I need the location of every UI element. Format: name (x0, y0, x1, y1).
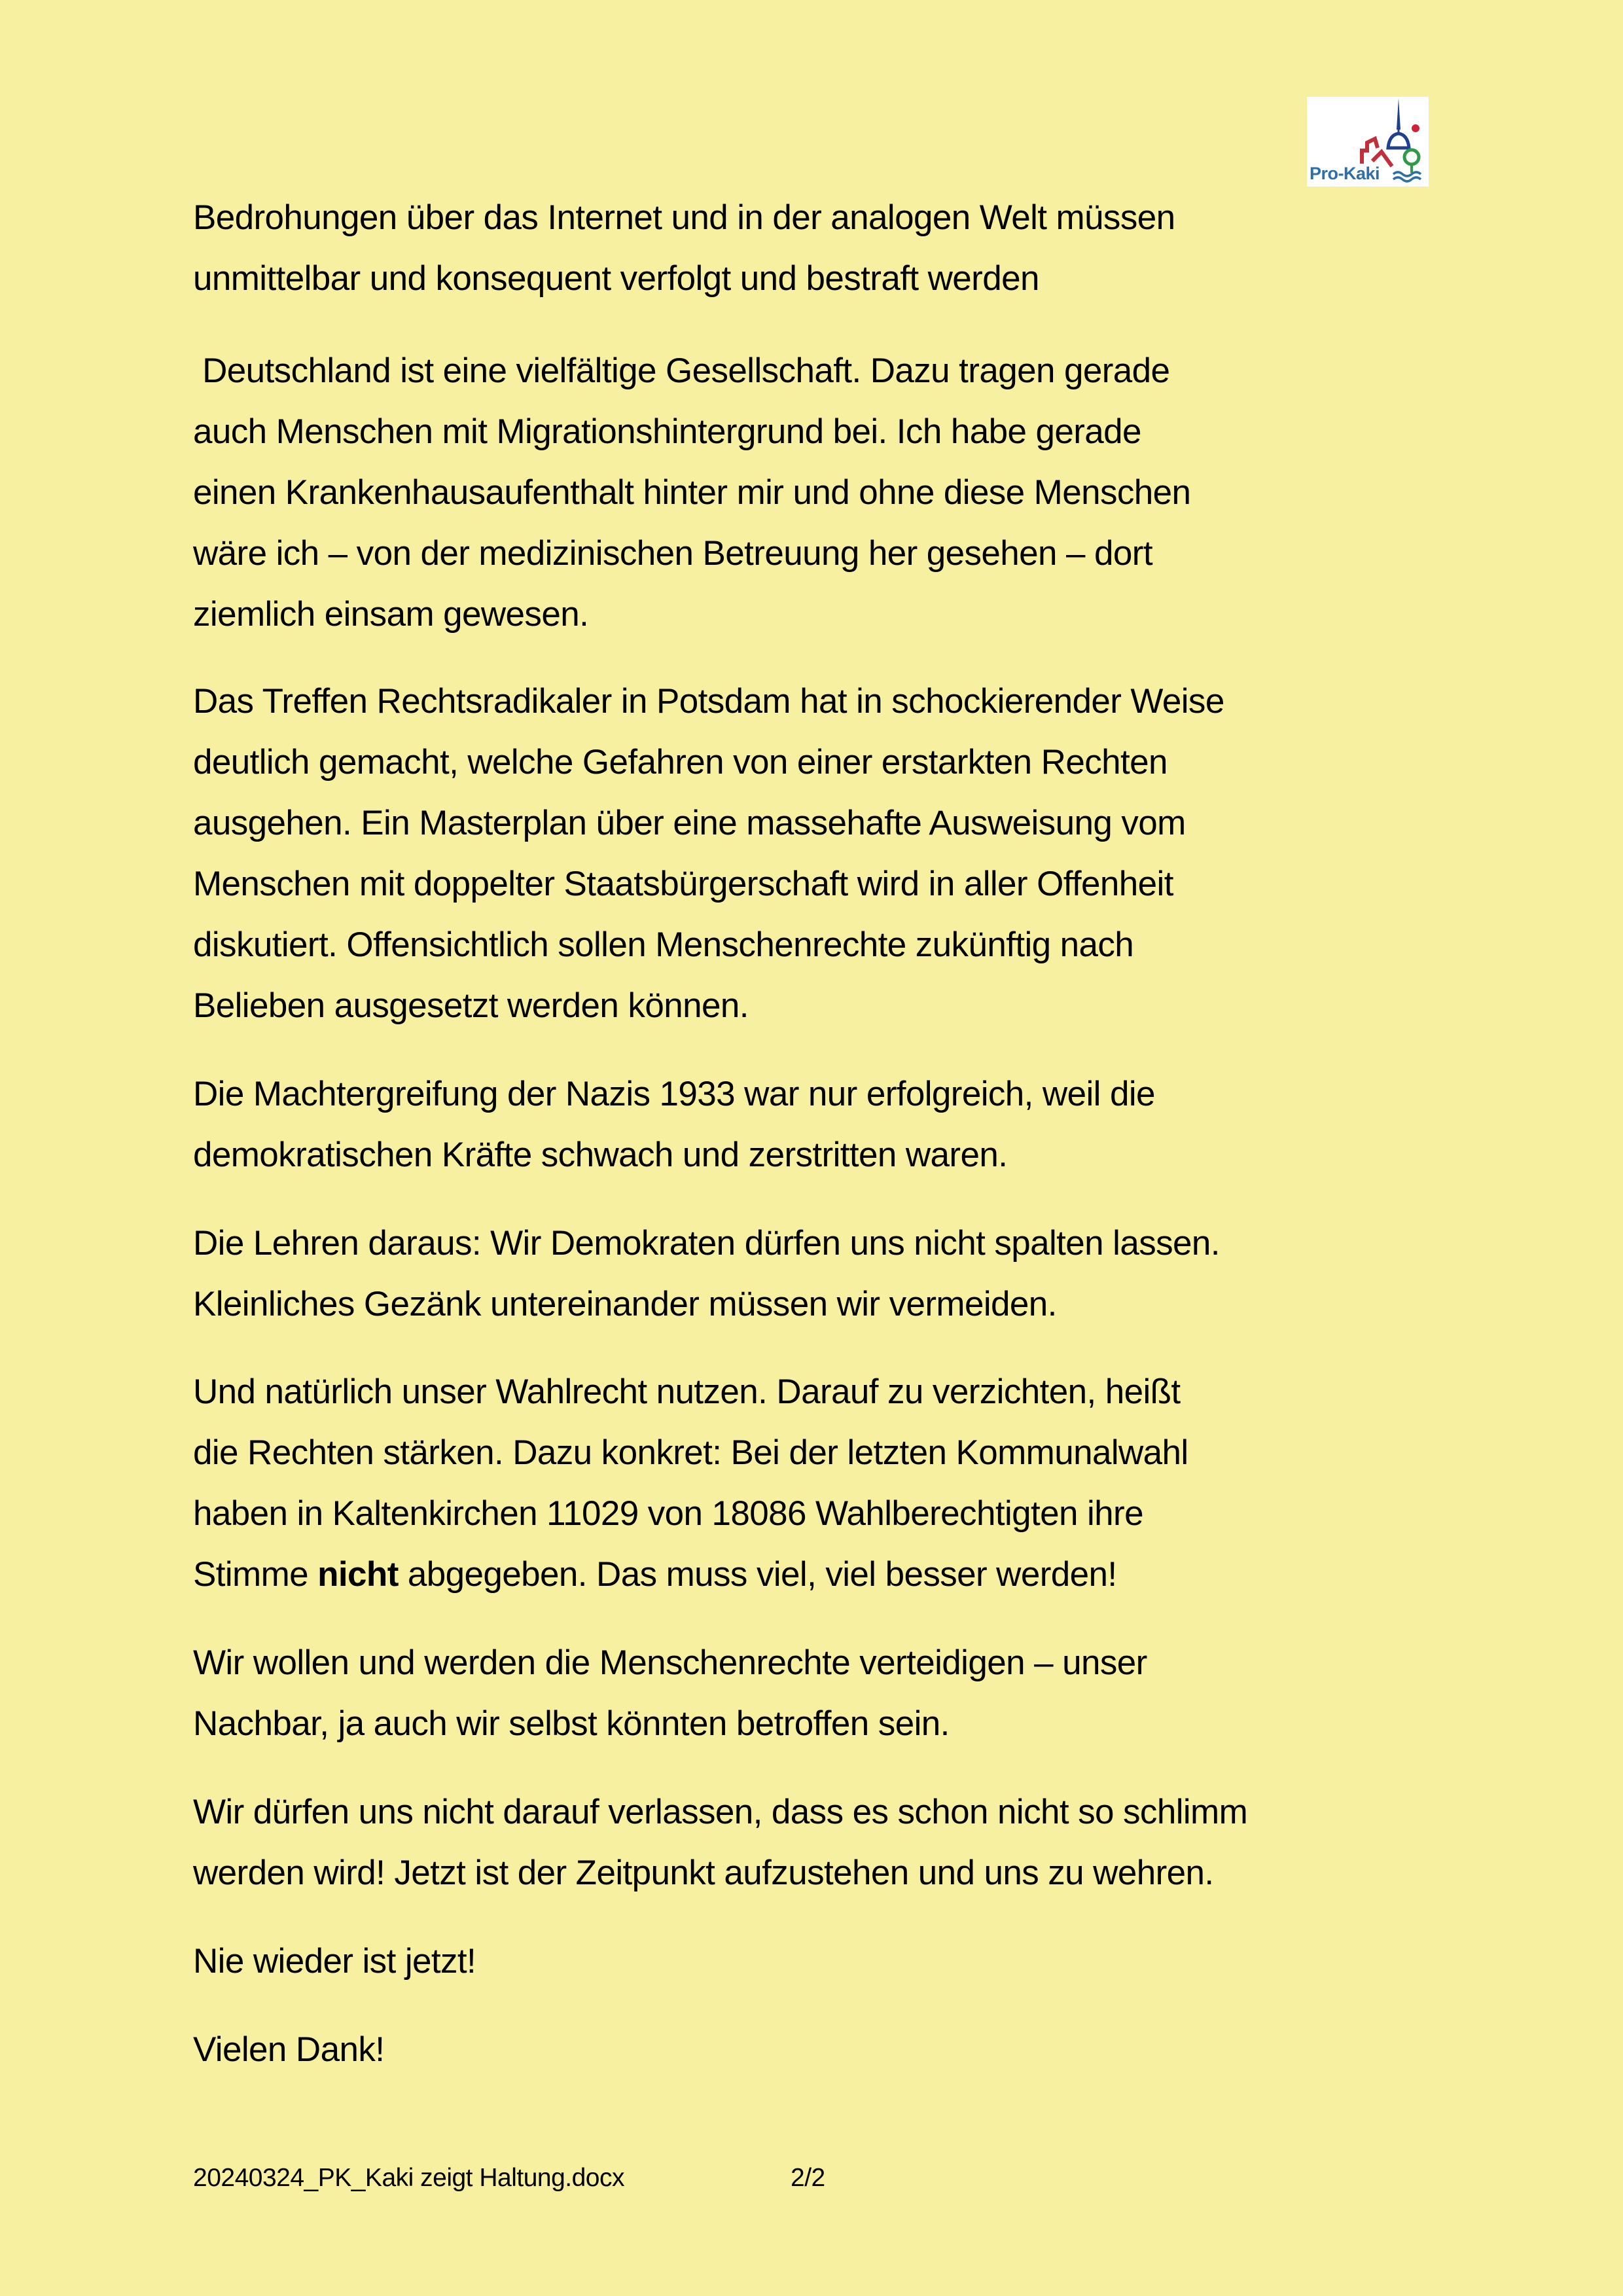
text-line: Deutschland ist eine vielfältige Gesellschaft. Dazu tragen gerade (193, 351, 1170, 390)
paragraph (193, 1064, 1436, 1185)
text-line: auch Menschen mit Migrationshintergrund bei. Ich habe gerade (193, 412, 1141, 451)
text-line: unmittelbar und konsequent verfolgt und bestraft werden (193, 259, 1039, 298)
paragraph (193, 187, 1436, 309)
text-line: ausgehen. Ein Masterplan über eine massehafte Ausweisung vom (193, 804, 1186, 842)
paragraph (193, 1931, 1436, 1992)
text-line: Die Machtergreifung der Nazis 1933 war nur erfolgreich, weil die (193, 1075, 1155, 1113)
text-run: abgegeben. Das muss viel, viel besser werden! (398, 1555, 1117, 1594)
text-line: Bedrohungen über das Internet und in der analogen Welt müssen (193, 198, 1175, 237)
text-line: Nie wieder ist jetzt! (193, 1942, 476, 1981)
footer-filename: 20240324_PK_Kaki zeigt Haltung.docx (193, 2164, 624, 2192)
text-line: wäre ich – von der medizinischen Betreuung her gesehen – dort (193, 534, 1152, 573)
text-run: Stimme (193, 1555, 318, 1594)
text-line: Und natürlich unser Wahlrecht nutzen. Darauf zu verzichten, heißt (193, 1372, 1181, 1411)
paragraph (193, 1632, 1436, 1754)
text-line: Menschen mit doppelter Staatsbürgerschaft wird in aller Offenheit (193, 865, 1173, 903)
text-line (193, 1544, 1436, 1605)
paragraph (193, 671, 1436, 1036)
paragraph (193, 340, 1436, 645)
text-line: Wir dürfen uns nicht darauf verlassen, dass es schon nicht so schlimm (193, 1793, 1248, 1831)
text-line: Nachbar, ja auch wir selbst könnten betroffen sein. (193, 1704, 950, 1743)
page-footer (193, 2159, 825, 2198)
text-line: die Rechten stärken. Dazu konkret: Bei der letzten Kommunalwahl (193, 1433, 1188, 1472)
text-line: diskutiert. Offensichtlich sollen Menschenrechte zukünftig nach (193, 925, 1134, 964)
page-number: 2/2 (791, 2164, 825, 2192)
pro-kaki-logo (1307, 97, 1429, 187)
text-line: werden wird! Jetzt ist der Zeitpunkt aufzustehen und uns zu wehren. (193, 1854, 1214, 1892)
paragraph (193, 1213, 1436, 1335)
text-line: deutlich gemacht, welche Gefahren von einer erstarkten Rechten (193, 743, 1168, 781)
text-line: haben in Kaltenkirchen 11029 von 18086 Wahlberechtigten ihre (193, 1494, 1143, 1533)
text-line: Kleinliches Gezänk untereinander müssen wir vermeiden. (193, 1285, 1057, 1323)
text-line: Wir wollen und werden die Menschenrechte verteidigen – unser (193, 1643, 1147, 1682)
paragraph (193, 1782, 1436, 1903)
emphasis-nicht: nicht (317, 1555, 399, 1594)
text-line: Vielen Dank! (193, 2030, 385, 2069)
paragraph (193, 1361, 1436, 1605)
text-line: demokratischen Kräfte schwach und zerstritten waren. (193, 1136, 1008, 1174)
text-line: einen Krankenhausaufenthalt hinter mir und ohne diese Menschen (193, 473, 1191, 512)
text-line: Die Lehren daraus: Wir Demokraten dürfen uns nicht spalten lassen. (193, 1224, 1220, 1263)
text-line: Belieben ausgesetzt werden können. (193, 986, 749, 1025)
text-line: ziemlich einsam gewesen. (193, 595, 589, 634)
logo-text: Pro-Kaki (1310, 164, 1380, 183)
paragraph (193, 2019, 1436, 2080)
text-line: Das Treffen Rechtsradikaler in Potsdam hat in schockierender Weise (193, 682, 1224, 721)
